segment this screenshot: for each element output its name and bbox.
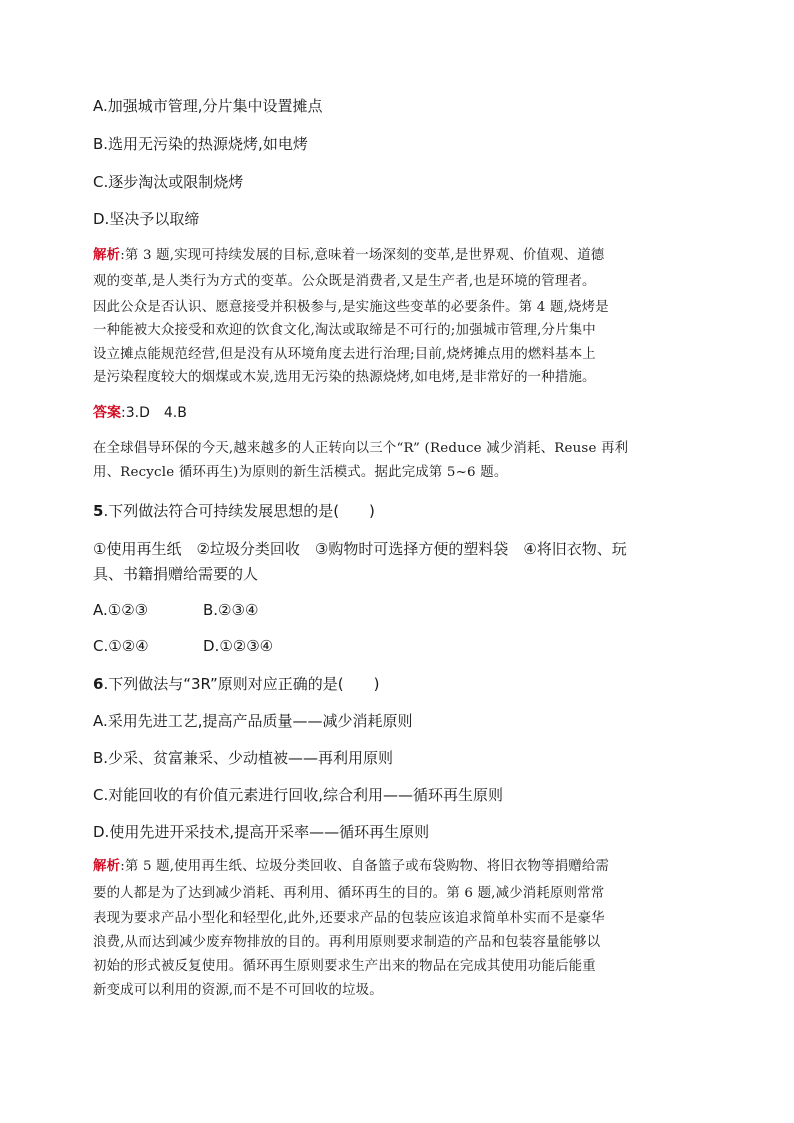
- explanation-1-line-1: 解析:第 3 题,实现可持续发展的目标,意味着一场深刻的变革,是世界观、价值观、道德: [93, 248, 605, 263]
- q4-option-a: A.加强城市管理,分片集中设置摊点: [93, 97, 323, 115]
- explanation-1-line-2: 观的变革,是人类行为方式的变革。公众既是消费者,又是生产者,也是环境的管理者。: [93, 274, 596, 289]
- q5-items-line-2: 具、书籍捐赠给需要的人: [93, 565, 259, 583]
- q5-items-line-1: ①使用再生纸 ②垃圾分类回收 ③购物时可选择方便的塑料袋 ④将旧衣物、玩: [93, 540, 627, 558]
- explanation-2-line-1: 解析:第 5 题,使用再生纸、垃圾分类回收、自备篮子或布袋购物、将旧衣物等捐赠给需: [93, 859, 610, 874]
- q6-number: 6: [93, 675, 104, 693]
- q6-option-c: C.对能回收的有价值元素进行回收,综合利用——循环再生原则: [93, 786, 504, 804]
- explanation-2-line-6: 新变成可以利用的资源,而不是不可回收的垃圾。: [93, 983, 383, 998]
- q4-option-b: B.选用无污染的热源烧烤,如电烤: [93, 135, 308, 153]
- explanation-1-line-4: 一种能被大众接受和欢迎的饮食文化,淘汰或取缔是不可行的;加强城市管理,分片集中: [93, 323, 596, 338]
- q5-option-c: C.①②④: [93, 637, 149, 655]
- q5-options-row-2: [93, 636, 274, 656]
- q5-number: 5: [93, 502, 104, 520]
- explanation-2-line-4: 浪费,从而达到减少废弃物排放的目的。再利用原则要求制造的产品和包装容量能够以: [93, 935, 601, 950]
- q6-stem: 6.下列做法与“3R”原则对应正确的是( ): [93, 675, 380, 693]
- explanation-2-line-2: 要的人都是为了达到减少消耗、再利用、循环再生的目的。第 6 题,减少消耗原则常常: [93, 886, 605, 901]
- explanation-1-label: 解析: [93, 248, 121, 263]
- explanation-2-line-5: 初始的形式被反复使用。循环再生原则要求生产出来的物品在完成其使用功能后能重: [93, 959, 596, 974]
- explanation-1-line-5: 设立摊点能规范经营,但是没有从环境角度去进行治理;目前,烧烤摊点用的燃料基本上: [93, 347, 596, 362]
- q6-option-a: A.采用先进工艺,提高产品质量——减少消耗原则: [93, 712, 413, 730]
- explanation-2-line-3: 表现为要求产品小型化和轻型化,此外,还要求产品的包装应该追求简单朴实而不是豪华: [93, 911, 605, 926]
- q4-option-d: D.坚决予以取缔: [93, 210, 200, 228]
- explanation-2-label: 解析: [93, 859, 121, 874]
- q5-option-a: A.①②③: [93, 601, 149, 619]
- q6-option-b: B.少采、贫富兼采、少动植被——再利用原则: [93, 749, 394, 767]
- q6-option-d: D.使用先进开采技术,提高开采率——循环再生原则: [93, 823, 430, 841]
- q5-stem: 5.下列做法符合可持续发展思想的是( ): [93, 502, 375, 520]
- material-line-1: 在全球倡导环保的今天,越来越多的人正转向以三个“R” (Reduce 减少消耗、Reuse 再利: [93, 441, 629, 456]
- explanation-1-line-3: 因此公众是否认识、愿意接受并积极参与,是实施这些变革的必要条件。第 4 题,烧烤是: [93, 300, 609, 315]
- material-line-2: 用、Recycle 循环再生)为原则的新生活模式。据此完成第 5~6 题。: [93, 465, 508, 480]
- q5-option-b: B.②③④: [203, 601, 259, 619]
- answer-1: 答案:3.D 4.B: [93, 405, 187, 421]
- q5-options-row-1: [93, 600, 259, 620]
- q4-option-c: C.逐步淘汰或限制烧烤: [93, 173, 244, 191]
- explanation-1-line-6: 是污染程度较大的烟煤或木炭,选用无污染的热源烧烤,如电烤,是非常好的一种措施。: [93, 370, 596, 385]
- q5-option-d: D.①②③④: [203, 637, 274, 655]
- answer-1-label: 答案: [93, 405, 121, 421]
